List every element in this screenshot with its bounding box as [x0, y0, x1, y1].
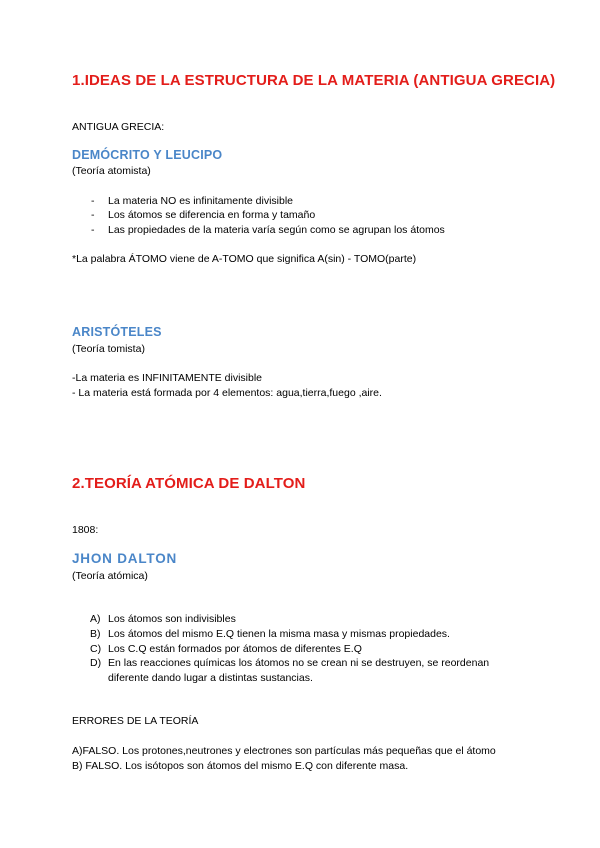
item-letter: B)	[90, 628, 101, 640]
dalton-item-b: Los átomos del mismo E.Q tienen la misma masa y mismas propiedades.	[108, 628, 450, 640]
dalton-item-d: En las reacciones químicas los átomos no se crean ni se destruyen, se reordenan	[108, 657, 490, 669]
democrito-heading: DEMÓCRITO Y LEUCIPO	[72, 148, 223, 162]
errors-line-1: A)FALSO. Los protones,neutrones y electrones son partículas más pequeñas que el átomo	[72, 745, 496, 757]
aristoteles-theory: (Teoría tomista)	[72, 343, 145, 355]
aristoteles-heading: ARISTÓTELES	[72, 325, 162, 339]
errors-heading: ERRORES DE LA TEORÍA	[72, 715, 199, 727]
errors-line-2: B) FALSO. Los isótopos son átomos del mismo E.Q con diferente masa.	[72, 760, 409, 772]
section1-title: 1.IDEAS DE LA ESTRUCTURA DE LA MATERIA (ANTIGUA GRECIA)	[72, 72, 556, 89]
aristoteles-line-1: -La materia es INFINITAMENTE divisible	[72, 372, 263, 384]
atomo-note: *La palabra ÁTOMO viene de A-TOMO que significa A(sin) - TOMO(parte)	[72, 253, 417, 265]
item-letter: A)	[90, 613, 101, 625]
bullet-dash: -	[91, 224, 95, 236]
bullet-dash: -	[91, 195, 95, 207]
dalton-item-a: Los átomos son indivisibles	[108, 613, 236, 625]
dalton-item-d-cont: diferente dando lugar a distintas sustancias.	[108, 672, 313, 684]
bullet-dash: -	[91, 209, 95, 221]
democrito-theory: (Teoría atomista)	[72, 165, 151, 177]
democrito-bullet-1: La materia NO es infinitamente divisible	[108, 195, 294, 207]
section1-intro: ANTIGUA GRECIA:	[72, 121, 165, 133]
item-letter: D)	[90, 657, 102, 669]
dalton-item-c: Los C.Q están formados por átomos de diferentes E.Q	[108, 643, 362, 655]
democrito-bullet-2: Los átomos se diferencia en forma y tamaño	[108, 209, 316, 221]
democrito-bullet-3: Las propiedades de la materia varía según como se agrupan los átomos	[108, 224, 445, 236]
dalton-theory: (Teoría atómica)	[72, 570, 148, 582]
item-letter: C)	[90, 643, 102, 655]
section2-title: 2.TEORÍA ATÓMICA DE DALTON	[72, 475, 306, 492]
section2-year: 1808:	[72, 524, 99, 536]
aristoteles-line-2: - La materia está formada por 4 elementos: agua,tierra,fuego ,aire.	[72, 387, 382, 399]
dalton-heading: JHON DALTON	[72, 551, 178, 566]
